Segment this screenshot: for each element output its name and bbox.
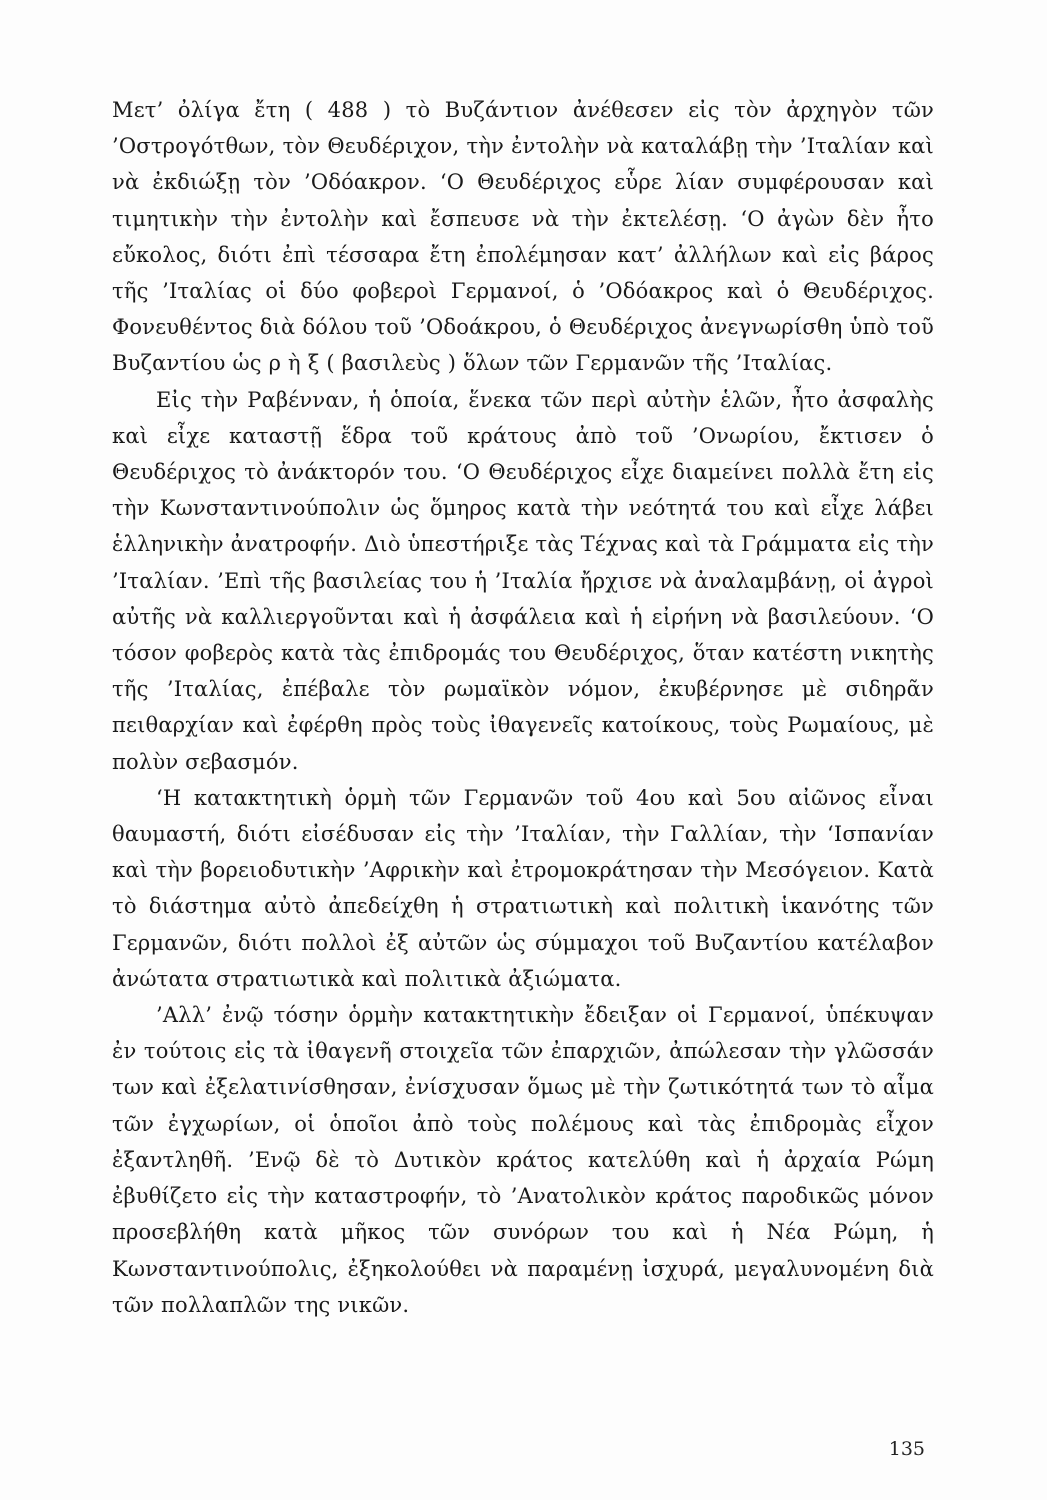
paragraph-4: ’Αλλ’ ἐνῷ τόσην ὁρμὴν κατακτητικὴν ἔδειξαν οἱ Γερμανοί, ὑπέκυψαν ἐν τούτοις εἰς τὰ ἰθαγενῆ στοιχεῖα τῶν ἐπαρχιῶν, ἀπώλεσαν τὴν γλῶσσάν των καὶ ἐξελατινίσθησαν, ἐνίσχυσαν ὅμως μὲ τὴν ζωτικότητά των τὸ αἷμα τῶν ἐγχωρίων, οἱ ὁποῖοι ἀπὸ τοὺς πολέμους καὶ τὰς ἐπιδρομὰς εἶχον ἐξαντληθῆ. ’Ενῷ δὲ τὸ Δυτικὸν κράτος κατελύθη καὶ ἡ ἀρχαία Ρώμη ἐβυθίζετο εἰς τὴν καταστροφήν, τὸ ’Ανατολικὸν κράτος παροδικῶς μόνον προσεβλήθη κατὰ μῆκος τῶν συνόρων του καὶ ἡ Νέα Ρώμη, ἡ Κωνσταντινούπολις, ἐξηκολούθει νὰ παραμένῃ ἰσχυρά, μεγαλυνομένη διὰ τῶν πολλαπλῶν της νικῶν. (112, 1003, 934, 1317)
paragraph-1: Μετ’ ὀλίγα ἔτη ( 488 ) τὸ Βυζάντιον ἀνέθεσεν εἰς τὸν ἀρχηγὸν τῶν ’Οστρογότθων, τὸν Θευδέριχον, τὴν ἐντολὴν νὰ καταλάβῃ τὴν ’Ιταλίαν καὶ νὰ ἐκδιώξῃ τὸν ’Οδόακρον. ‘Ο Θευδέριχος εὗρε λίαν συμφέρουσαν καὶ τιμητικὴν τὴν ἐντολὴν καὶ ἔσπευσε νὰ τὴν ἐκτελέσῃ. ‘Ο ἀγὼν δὲν ἦτο εὔκολος, διότι ἐπὶ τέσσαρα ἔτη ἐπολέμησαν κατ’ ἀλλήλων καὶ εἰς βάρος τῆς ’Ιταλίας οἱ δύο φοβεροὶ Γερμανοί, ὁ ’Οδόακρος καὶ ὁ Θευδέριχος. Φονευθέντος διὰ δόλου τοῦ ’Οδοάκρου, ὁ Θευδέριχος ἀνεγνωρίσθη ὑπὸ τοῦ Βυζαντίου ὡς ρ ὴ ξ ( βασιλεὺς ) ὅλων τῶν Γερμανῶν τῆς ’Ιταλίας. (112, 98, 934, 376)
paragraph-2: Εἰς τὴν Ραβένναν, ἡ ὁποία, ἕνεκα τῶν περὶ αὐτὴν ἑλῶν, ἦτο ἀσφαλὴς καὶ εἶχε καταστῇ ἕδρα τοῦ κράτους ἀπὸ τοῦ ’Ονωρίου, ἔκτισεν ὁ Θευδέριχος τὸ ἀνάκτορόν του. ‘Ο Θευδέριχος εἶχε διαμείνει πολλὰ ἔτη εἰς τὴν Κωνσταντινούπολιν ὡς ὅμηρος κατὰ τὴν νεότητά του καὶ εἶχε λάβει ἑλληνικὴν ἀνατροφήν. Διὸ ὑπεστήριξε τὰς Τέχνας καὶ τὰ Γράμματα εἰς τὴν ’Ιταλίαν. ’Επὶ τῆς βασιλείας του ἡ ’Ιταλία ἤρχισε νὰ ἀναλαμβάνῃ, οἱ ἀγροὶ αὐτῆς νὰ καλλιεργοῦνται καὶ ἡ ἀσφάλεια καὶ ἡ εἰρήνη νὰ βασιλεύουν. ‘Ο τόσον φοβερὸς κατὰ τὰς ἐπιδρομάς του Θευδέριχος, ὅταν κατέστη νικητὴς τῆς ’Ιταλίας, ἐπέβαλε τὸν ρωμαϊκὸν νόμον, ἐκυβέρνησε μὲ σιδηρᾶν πειθαρχίαν καὶ ἐφέρθη πρὸς τοὺς ἰθαγενεῖς κατοίκους, τοὺς Ρωμαίους, μὲ πολὺν σεβασμόν. (112, 387, 934, 774)
page-number: 135 (888, 1438, 925, 1460)
body-text (112, 92, 934, 1323)
paragraph-3: ‘Η κατακτητικὴ ὁρμὴ τῶν Γερμανῶν τοῦ 4ου καὶ 5ου αἰῶνος εἶναι θαυμαστή, διότι εἰσέδυσαν εἰς τὴν ’Ιταλίαν, τὴν Γαλλίαν, τὴν ‘Ισπανίαν καὶ τὴν βορειοδυτικὴν ’Αφρικὴν καὶ ἐτρομοκράτησαν τὴν Μεσόγειον. Κατὰ τὸ διάστημα αὐτὸ ἀπεδείχθη ἡ στρατιωτικὴ καὶ πολιτικὴ ἱκανότης τῶν Γερμανῶν, διότι πολλοὶ ἐξ αὐτῶν ὡς σύμμαχοι τοῦ Βυζαντίου κατέλαβον ἀνώτατα στρατιωτικὰ καὶ πολιτικὰ ἀξιώματα. (112, 785, 934, 991)
